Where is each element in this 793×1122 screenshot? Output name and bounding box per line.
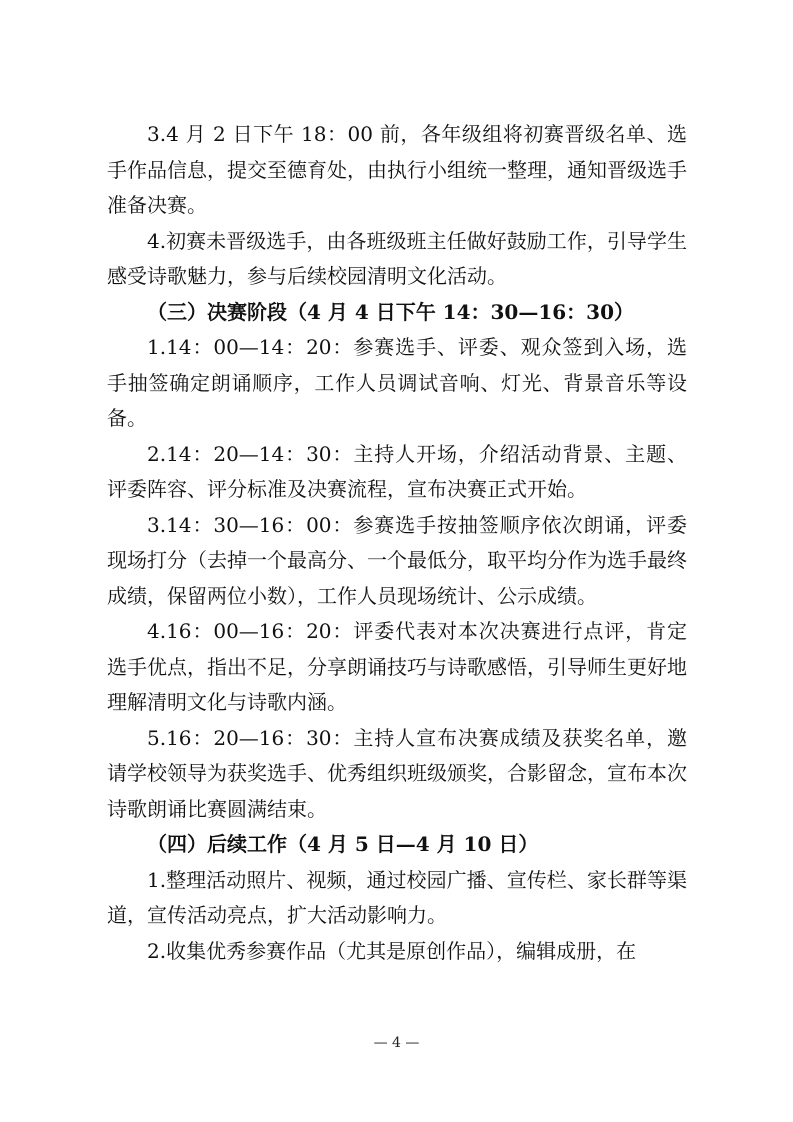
- section-heading-final-stage: （三）决赛阶段（4 月 4 日下午 14：30—16：30）: [147, 299, 635, 324]
- document-body: [107, 117, 687, 969]
- paragraph-collect-works: 2.收集优秀参赛作品（尤其是原创作品），编辑成册，在: [147, 938, 637, 963]
- paragraph-recitation-scoring: 3.14：30—16：00：参赛选手按抽签顺序依次朗诵，评委现场打分（去掉一个最高分、一个最低分，取平均分作为选手最终成绩，保留两位小数），工作人员现场统计、公示成绩。: [107, 512, 687, 608]
- paragraph-publicity: 1.整理活动照片、视频，通过校园广播、宣传栏、家长群等渠道，宣传活动亮点，扩大活动影响力。: [107, 867, 687, 927]
- paragraph-opening: 2.14：20—14：30：主持人开场，介绍活动背景、主题、评委阵容、评分标准及决赛流程，宣布决赛正式开始。: [107, 441, 687, 501]
- paragraph-awards-closing: 5.16：20—16：30：主持人宣布决赛成绩及获奖名单，邀请学校领导为获奖选手、优秀组织班级颁奖，合影留念，宣布本次诗歌朗诵比赛圆满结束。: [107, 725, 687, 821]
- section-heading-follow-up: （四）后续工作（4 月 5 日—4 月 10 日）: [147, 832, 539, 856]
- paragraph-judge-comments: 4.16：00—16：20：评委代表对本次决赛进行点评，肯定选手优点，指出不足，分享朗诵技巧与诗歌感悟，引导师生更好地理解清明文化与诗歌内涵。: [107, 619, 687, 714]
- paragraph-non-qualified-encouragement: 4.初赛未晋级选手，由各班级班主任做好鼓励工作，引导学生感受诗歌魅力，参与后续校园清明文化活动。: [107, 228, 687, 288]
- paragraph-check-in: 1.14：00—14：20：参赛选手、评委、观众签到入场，选手抽签确定朗诵顺序，工作人员调试音响、灯光、背景音乐等设备。: [107, 335, 687, 430]
- page-number: — 4 —: [373, 1035, 420, 1051]
- paragraph-final-list-submission: 3.4 月 2 日下午 18：00 前，各年级组将初赛晋级名单、选手作品信息，提交至德育处，由执行小组统一整理，通知晋级选手准备决赛。: [107, 122, 687, 217]
